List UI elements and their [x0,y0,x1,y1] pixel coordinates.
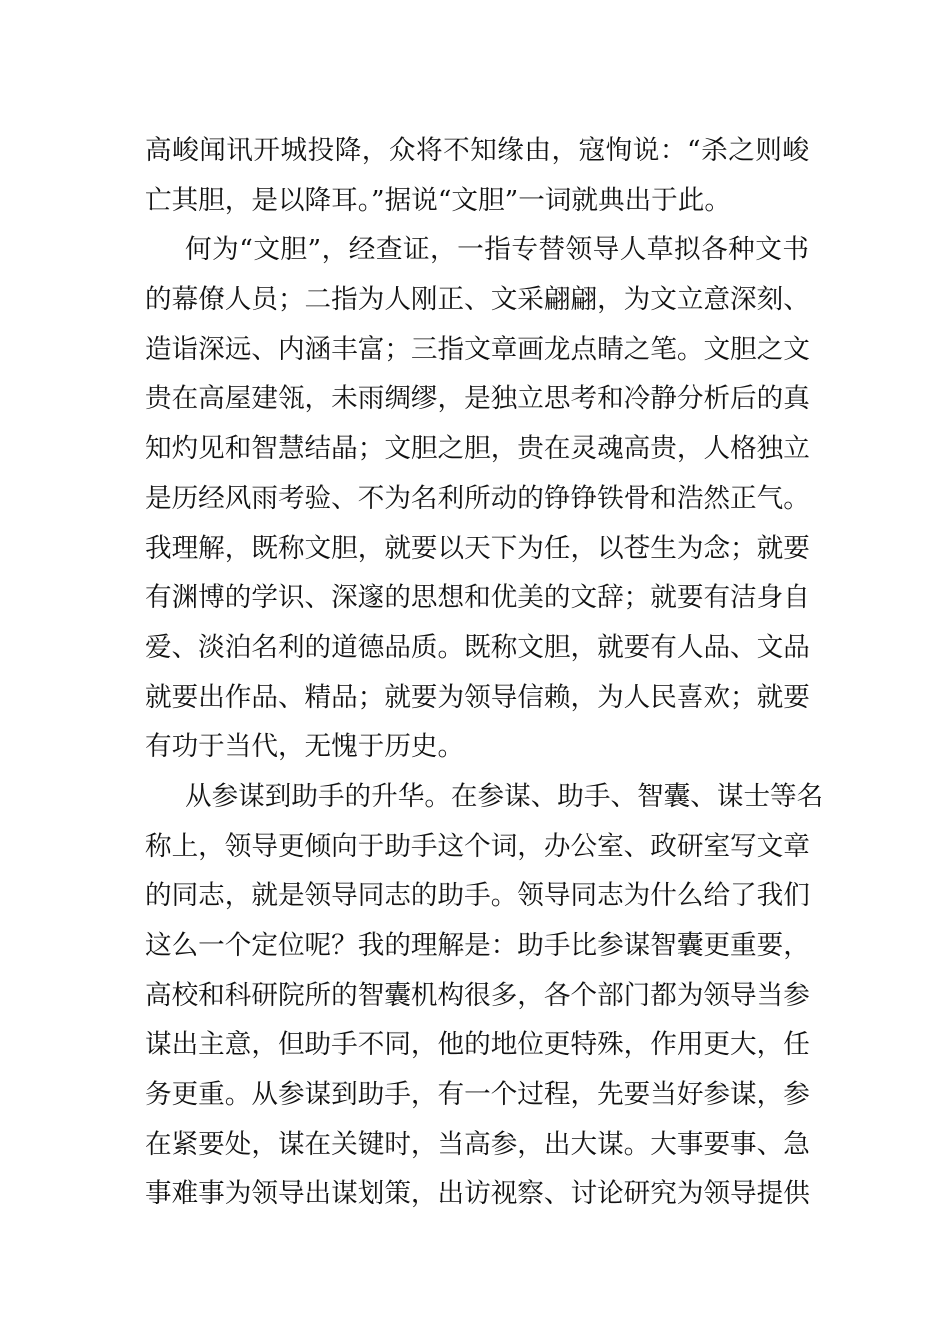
text-line: 是历经风雨考验、不为名利所动的铮铮铁骨和浩然正气。 [145,482,810,514]
text-line: 务更重。从参谋到助手，有一个过程，先要当好参谋，参 [145,1079,810,1111]
text-line: 的幕僚人员；二指为人刚正、文采翩翩，为文立意深刻、 [145,284,810,316]
text-line: 有渊博的学识、深邃的思想和优美的文辞；就要有洁身自 [145,582,810,614]
text-line: 谋出主意，但助手不同，他的地位更特殊，作用更大，任 [145,1029,810,1061]
paragraph-2 [145,225,809,772]
text-line: 有功于当代，无愧于历史。 [145,731,465,763]
text-line: 贵在高屋建瓴，未雨绸缪，是独立思考和冷静分析后的真 [145,383,810,415]
text-line: 从参谋到助手的升华。在参谋、助手、智囊、谋士等名 [185,780,824,812]
paragraph-1 [145,126,809,225]
text-line: 爱、淡泊名利的道德品质。既称文胆，就要有人品、文品 [145,631,810,663]
text-line: 就要出作品、精品；就要为领导信赖，为人民喜欢；就要 [145,681,810,713]
text-line: 事难事为领导出谋划策，出访视察、讨论研究为领导提供 [145,1178,810,1210]
text-line: 这么一个定位呢？我的理解是：助手比参谋智囊更重要， [145,930,810,961]
text-line: 造诣深远、内涵丰富；三指文章画龙点睛之笔。文胆之文 [145,333,810,365]
text-line: 何为“文胆”，经查证，一指专替领导人草拟各种文书 [185,234,809,266]
paragraph-3 [145,772,824,1219]
text-line: 知灼见和智慧结晶；文胆之胆，贵在灵魂高贵，人格独立 [145,433,810,465]
text-line: 高峻闻讯开城投降，众将不知缘由，寇恂说：“杀之则峻 [145,135,809,166]
text-line: 称上，领导更倾向于助手这个词，办公室、政研室写文章 [145,830,810,862]
text-line: 我理解，既称文胆，就要以天下为任，以苍生为念；就要 [145,532,810,564]
text-line: 亡其胆，是以降耳。”据说“文胆”一词就典出于此。 [145,184,731,216]
document-body [145,126,824,1219]
text-line: 的同志，就是领导同志的助手。领导同志为什么给了我们 [145,880,810,912]
text-line: 高校和科研院所的智囊机构很多，各个部门都为领导当参 [145,979,810,1011]
text-line: 在紧要处，谋在关键时，当高参，出大谋。大事要事、急 [145,1128,810,1160]
